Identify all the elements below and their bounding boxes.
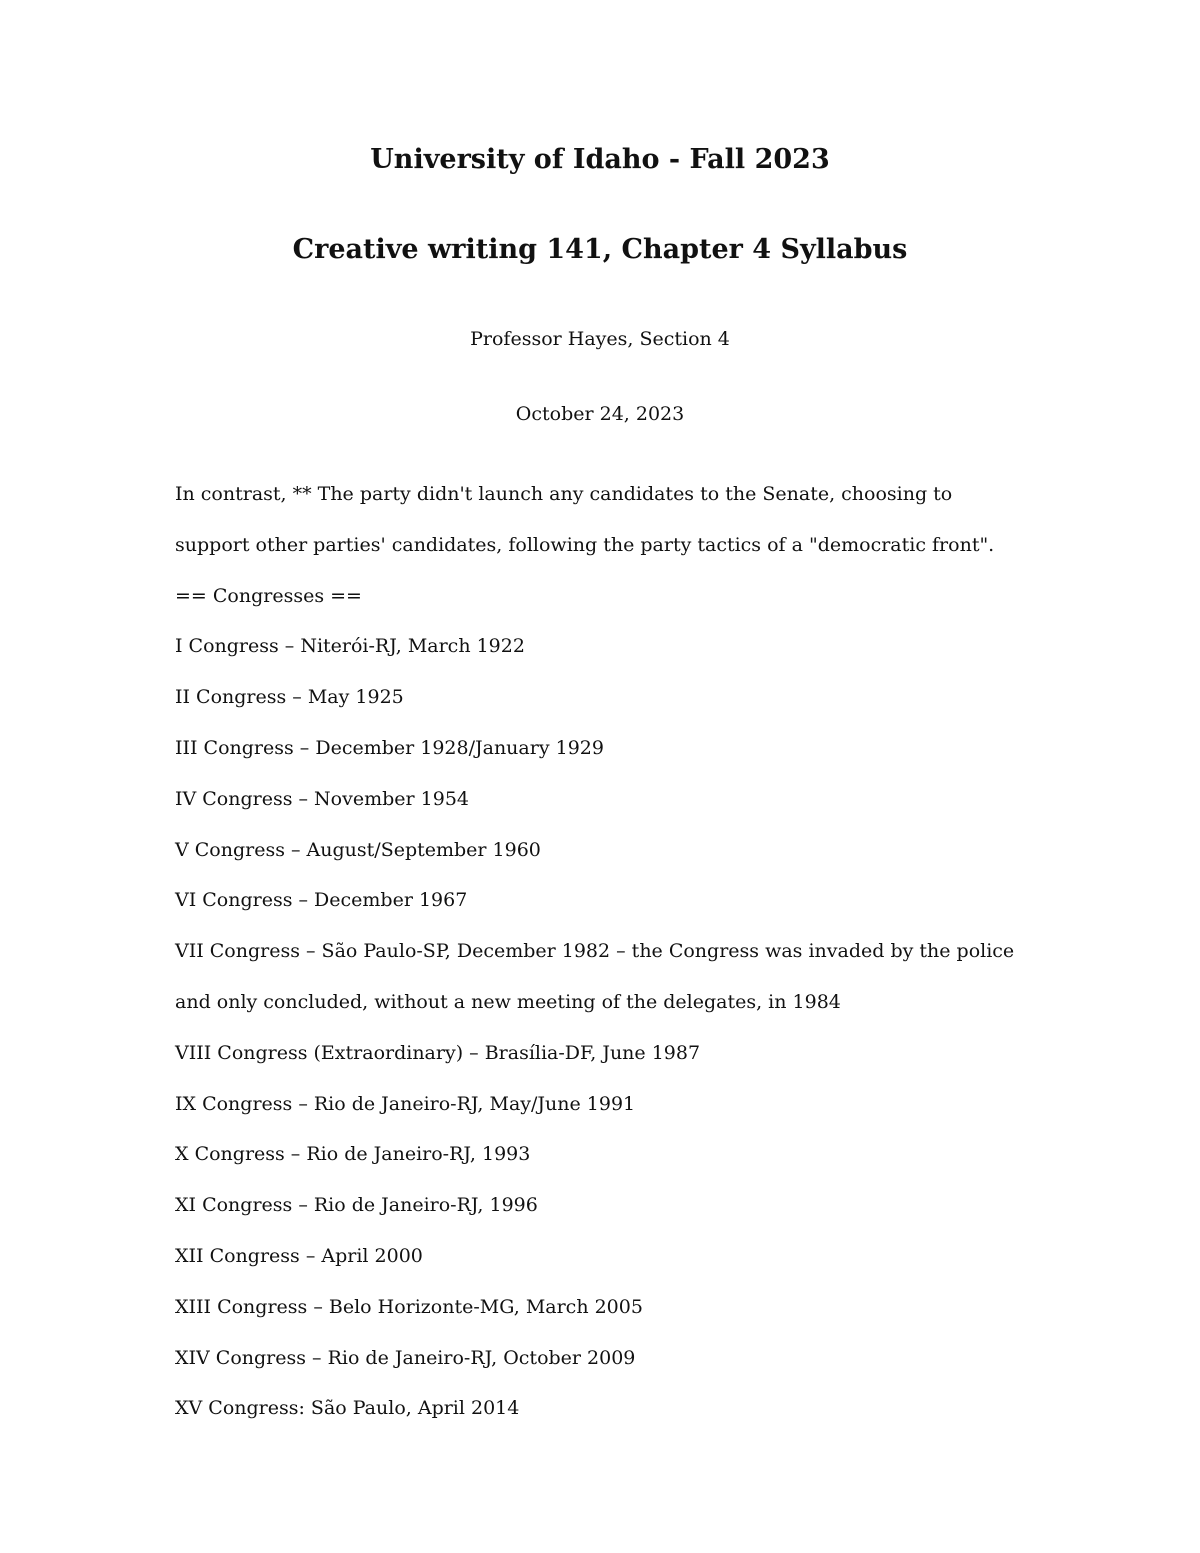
congress-item: VII Congress – São Paulo-SP, December 1982 – the Congress was invaded by the police and only concluded, without a new meeting of the delegates, in 1984 [175, 940, 1015, 1013]
document-body [175, 469, 1025, 1434]
congress-item: XI Congress – Rio de Janeiro-RJ, 1996 [175, 1194, 538, 1217]
congress-item: X Congress – Rio de Janeiro-RJ, 1993 [175, 1143, 531, 1166]
congress-item: VIII Congress (Extraordinary) – Brasília-DF, June 1987 [175, 1041, 701, 1064]
congress-item: VI Congress – December 1967 [175, 889, 468, 912]
intro-paragraph: In contrast, ** The party didn't launch any candidates to the Senate, choosing to support other parties' candidates, following the party tactics of a "democratic front". == Congresses == [175, 483, 995, 607]
congress-item: IV Congress – November 1954 [175, 787, 469, 810]
congress-item: I Congress – Niterói-RJ, March 1922 [175, 635, 525, 658]
congress-item: IX Congress – Rio de Janeiro-RJ, May/June 1991 [175, 1092, 636, 1115]
author-line: Professor Hayes, Section 4 [470, 328, 730, 350]
document-subtitle: Creative writing 141, Chapter 4 Syllabus [292, 234, 908, 265]
congress-item: XIV Congress – Rio de Janeiro-RJ, October 2009 [175, 1346, 636, 1369]
congress-item: XII Congress – April 2000 [175, 1244, 423, 1267]
congress-item: III Congress – December 1928/January 1929 [175, 736, 604, 759]
congress-item: V Congress – August/September 1960 [175, 838, 541, 861]
congress-item: XIII Congress – Belo Horizonte-MG, March 2005 [175, 1295, 643, 1318]
document-title: University of Idaho - Fall 2023 [370, 144, 830, 175]
congress-item: II Congress – May 1925 [175, 686, 404, 709]
date-line: October 24, 2023 [515, 403, 685, 425]
congress-item: XV Congress: São Paulo, April 2014 [175, 1397, 520, 1420]
